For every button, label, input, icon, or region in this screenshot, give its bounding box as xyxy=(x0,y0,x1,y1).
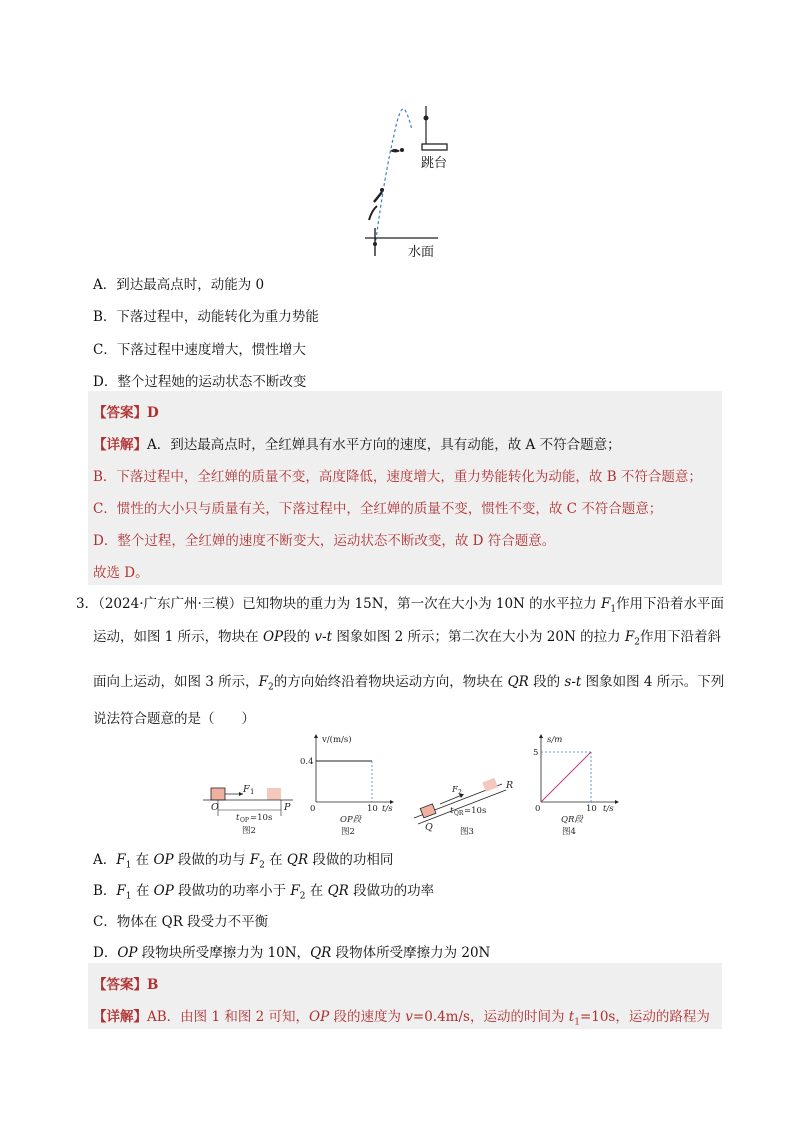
q3-source: （2024·广东广州·三模） xyxy=(98,596,243,612)
q3-optA-p4: 在 xyxy=(264,852,287,868)
q3-optA-p1: A． xyxy=(93,852,117,868)
fig2-xlabel: t/s xyxy=(382,804,393,814)
q3-detail-v: v xyxy=(405,1009,413,1025)
q3-detail-a: AB．由图 1 和图 2 可知， xyxy=(147,1009,310,1025)
q3-option-b xyxy=(93,879,434,902)
fig2-caption: OP段 xyxy=(340,815,362,825)
q2-detail-line-3: C．惯性的大小只与质量有关，下落过程中，全红婵的质量不变，惯性不变，故 C 不符合题意； xyxy=(93,501,663,517)
q3-optB-sub2: 2 xyxy=(299,891,306,902)
q2-option-a: A．到达最高点时，动能为 0 xyxy=(93,277,265,293)
q3-option-a xyxy=(93,848,393,871)
q2-option-b: B．下落过程中，动能转化为重力势能 xyxy=(93,309,319,325)
fig4-distance-line xyxy=(541,752,591,802)
q3-stem-line-2 xyxy=(93,625,721,648)
q3-F1: F xyxy=(600,596,611,612)
fig4-origin: 0 xyxy=(535,804,541,814)
q3-optB-p2: 在 xyxy=(131,883,154,899)
q3-detail-tag: 【详解】 xyxy=(93,1009,147,1025)
q3-optB-p3: 段做功的功率小于 xyxy=(173,883,291,899)
q3-optB-sub1: 1 xyxy=(125,891,132,902)
q3-l3b: 的方向始终沿着物块运动方向，物块在 xyxy=(273,674,508,690)
q3-optB-p5: 段做功的功率 xyxy=(348,883,435,899)
fig4-xlabel: t/s xyxy=(603,804,614,814)
fig1-t-sub: OP xyxy=(240,817,249,824)
fig1-t-eq: =10s xyxy=(250,813,273,823)
q3-l2a: 运动，如图 1 所示，物块在 xyxy=(93,629,263,645)
fig2-xtick: 10 xyxy=(367,804,378,814)
fig4-ylabel: s/m xyxy=(547,735,563,745)
q3-option-c: C．物体在 QR 段受力不平衡 xyxy=(93,914,269,930)
q3-detail-c: =0.4m/s，运动的时间为 xyxy=(412,1009,569,1025)
fig3-R: R xyxy=(506,780,514,791)
fig3-caption: 图3 xyxy=(460,827,474,837)
q3-F2-a: F xyxy=(624,629,635,645)
q3-l2d: 作用下沿着斜 xyxy=(639,629,721,645)
fig1-P: P xyxy=(284,802,291,813)
q2-answer-box xyxy=(88,391,722,585)
q2-detail-line-5: 故选 D。 xyxy=(93,565,149,581)
fig2-ylabel: v/(m/s) xyxy=(322,735,352,745)
q3-s2: 作用下沿着水平面 xyxy=(616,596,725,612)
fig3-Q: Q xyxy=(425,822,433,833)
q3-optB-p4: 在 xyxy=(305,883,328,899)
fig1-O: O xyxy=(211,802,219,813)
platform-label: 跳台 xyxy=(421,156,448,171)
q3-optA-sub1: 1 xyxy=(125,860,132,871)
fig2-ytick: 0.4 xyxy=(300,757,314,767)
fig3-t: t xyxy=(450,806,454,816)
q3-optB-p1: B． xyxy=(93,883,117,899)
q3-optA-p2: 在 xyxy=(131,852,154,868)
q3-detail-line-1 xyxy=(93,1005,710,1028)
q3-s1: 已知物块的重力为 15N，第一次在大小为 10N 的水平拉力 xyxy=(242,596,601,612)
trajectory-curve xyxy=(375,109,412,246)
q3-l3d: 图象如图 4 所示。下列 xyxy=(581,674,725,690)
q3-optD-p2: 段物块所受摩擦力为 10N， xyxy=(137,945,311,961)
q2-detail-line-4: D．整个过程，全红婵的速度不断变大，运动状态不断改变，故 D 符合题意。 xyxy=(93,533,556,549)
fig4-ytick: 5 xyxy=(533,748,539,758)
q2-option-d: D．整个过程她的运动状态不断改变 xyxy=(93,374,307,390)
fig3-t-eq: =10s xyxy=(464,806,487,816)
figure-2-vt-chart xyxy=(300,730,400,838)
q3-l3c: 段的 xyxy=(528,674,565,690)
fig4-xtick: 10 xyxy=(586,804,597,814)
platform xyxy=(422,144,447,150)
fig1-t: t xyxy=(236,813,240,823)
q2-option-c: C．下落过程中速度增大，惯性增大 xyxy=(93,342,306,358)
fig2-caption2: 图2 xyxy=(341,827,355,837)
q3-QR: QR xyxy=(507,674,529,690)
q3-F2-b: F xyxy=(258,674,269,690)
figure-1 xyxy=(203,780,298,836)
fig1-F: F xyxy=(243,784,250,795)
q3-detail-OP: OP xyxy=(309,1009,330,1025)
q3-l2b: 段的 xyxy=(283,629,315,645)
figure-4-st-chart xyxy=(525,730,625,838)
q3-detail-b: 段的速度为 xyxy=(329,1009,406,1025)
fig3-t-sub: QR xyxy=(454,810,464,817)
q3-sub2-b: 2 xyxy=(268,682,274,693)
q3-optB-OP: OP xyxy=(153,883,174,899)
q3-stem-line-1 xyxy=(76,592,724,615)
q3-stem-line-4: 说法符合题意的是（ ） xyxy=(93,711,255,727)
q3-st: s-t xyxy=(564,674,582,690)
fig4-caption2: 图4 xyxy=(562,827,576,837)
q3-option-d xyxy=(93,941,490,961)
q3-vt: v-t xyxy=(314,629,333,645)
q3-answer: 【答案】B xyxy=(93,977,159,993)
q3-number: 3． xyxy=(76,596,99,612)
q3-optB-F1: F xyxy=(116,883,126,899)
q2-detail-tag: 【详解】 xyxy=(93,437,147,453)
q2-detail-line-1 xyxy=(93,433,621,453)
q3-optA-p5: 段做的功相同 xyxy=(308,852,394,868)
q3-stem-line-3 xyxy=(93,670,724,693)
q2-detail-line-2: B．下落过程中，全红婵的质量不变，高度降低，速度增大，重力势能转化为动能，故 B 不符合题意； xyxy=(93,469,702,485)
diving-figure xyxy=(360,100,460,260)
q3-sub1: 1 xyxy=(610,604,617,615)
q3-optA-sub2: 2 xyxy=(259,860,265,871)
q3-optD-p3: 段物体所受摩擦力为 20N xyxy=(331,945,491,961)
figure-3-incline xyxy=(410,770,520,838)
q3-detail-d: =10s，运动的路程为 xyxy=(579,1009,710,1025)
water-label: 水面 xyxy=(408,245,435,260)
q3-optB-QR: QR xyxy=(327,883,349,899)
q2-detail-text-1: A．到达最高点时，全红婵具有水平方向的速度，具有动能，故 A 不符合题意； xyxy=(147,437,621,453)
q3-optD-QR: QR xyxy=(310,945,332,961)
q3-optA-QR: QR xyxy=(286,852,309,868)
q3-optA-F1: F xyxy=(116,852,126,868)
fig3-F: F xyxy=(452,785,458,795)
q3-optA-p3: 段做的功与 xyxy=(173,852,250,868)
q3-optA-OP: OP xyxy=(153,852,174,868)
q3-l2c: 图象如图 2 所示；第二次在大小为 20N 的拉力 xyxy=(332,629,625,645)
fig3-F-sub: 2 xyxy=(458,789,462,796)
q3-optD-p1: D． xyxy=(93,945,118,961)
fig1-F-sub: 1 xyxy=(250,788,255,796)
fig1-caption: 图2 xyxy=(242,826,256,836)
q3-sub2-a: 2 xyxy=(634,637,640,648)
q3-optB-F2: F xyxy=(290,883,300,899)
fig2-origin: 0 xyxy=(310,804,316,814)
q3-OP: OP xyxy=(262,629,284,645)
fig4-caption: QR段 xyxy=(561,815,583,825)
q3-l3a: 面向上运动，如图 3 所示， xyxy=(93,674,259,690)
q3-optA-F2: F xyxy=(249,852,260,868)
q3-detail-tsub: 1 xyxy=(574,1017,580,1028)
q3-detail-t: t xyxy=(568,1009,575,1025)
q2-answer: 【答案】D xyxy=(93,405,159,421)
q3-optD-OP: OP xyxy=(117,945,138,961)
